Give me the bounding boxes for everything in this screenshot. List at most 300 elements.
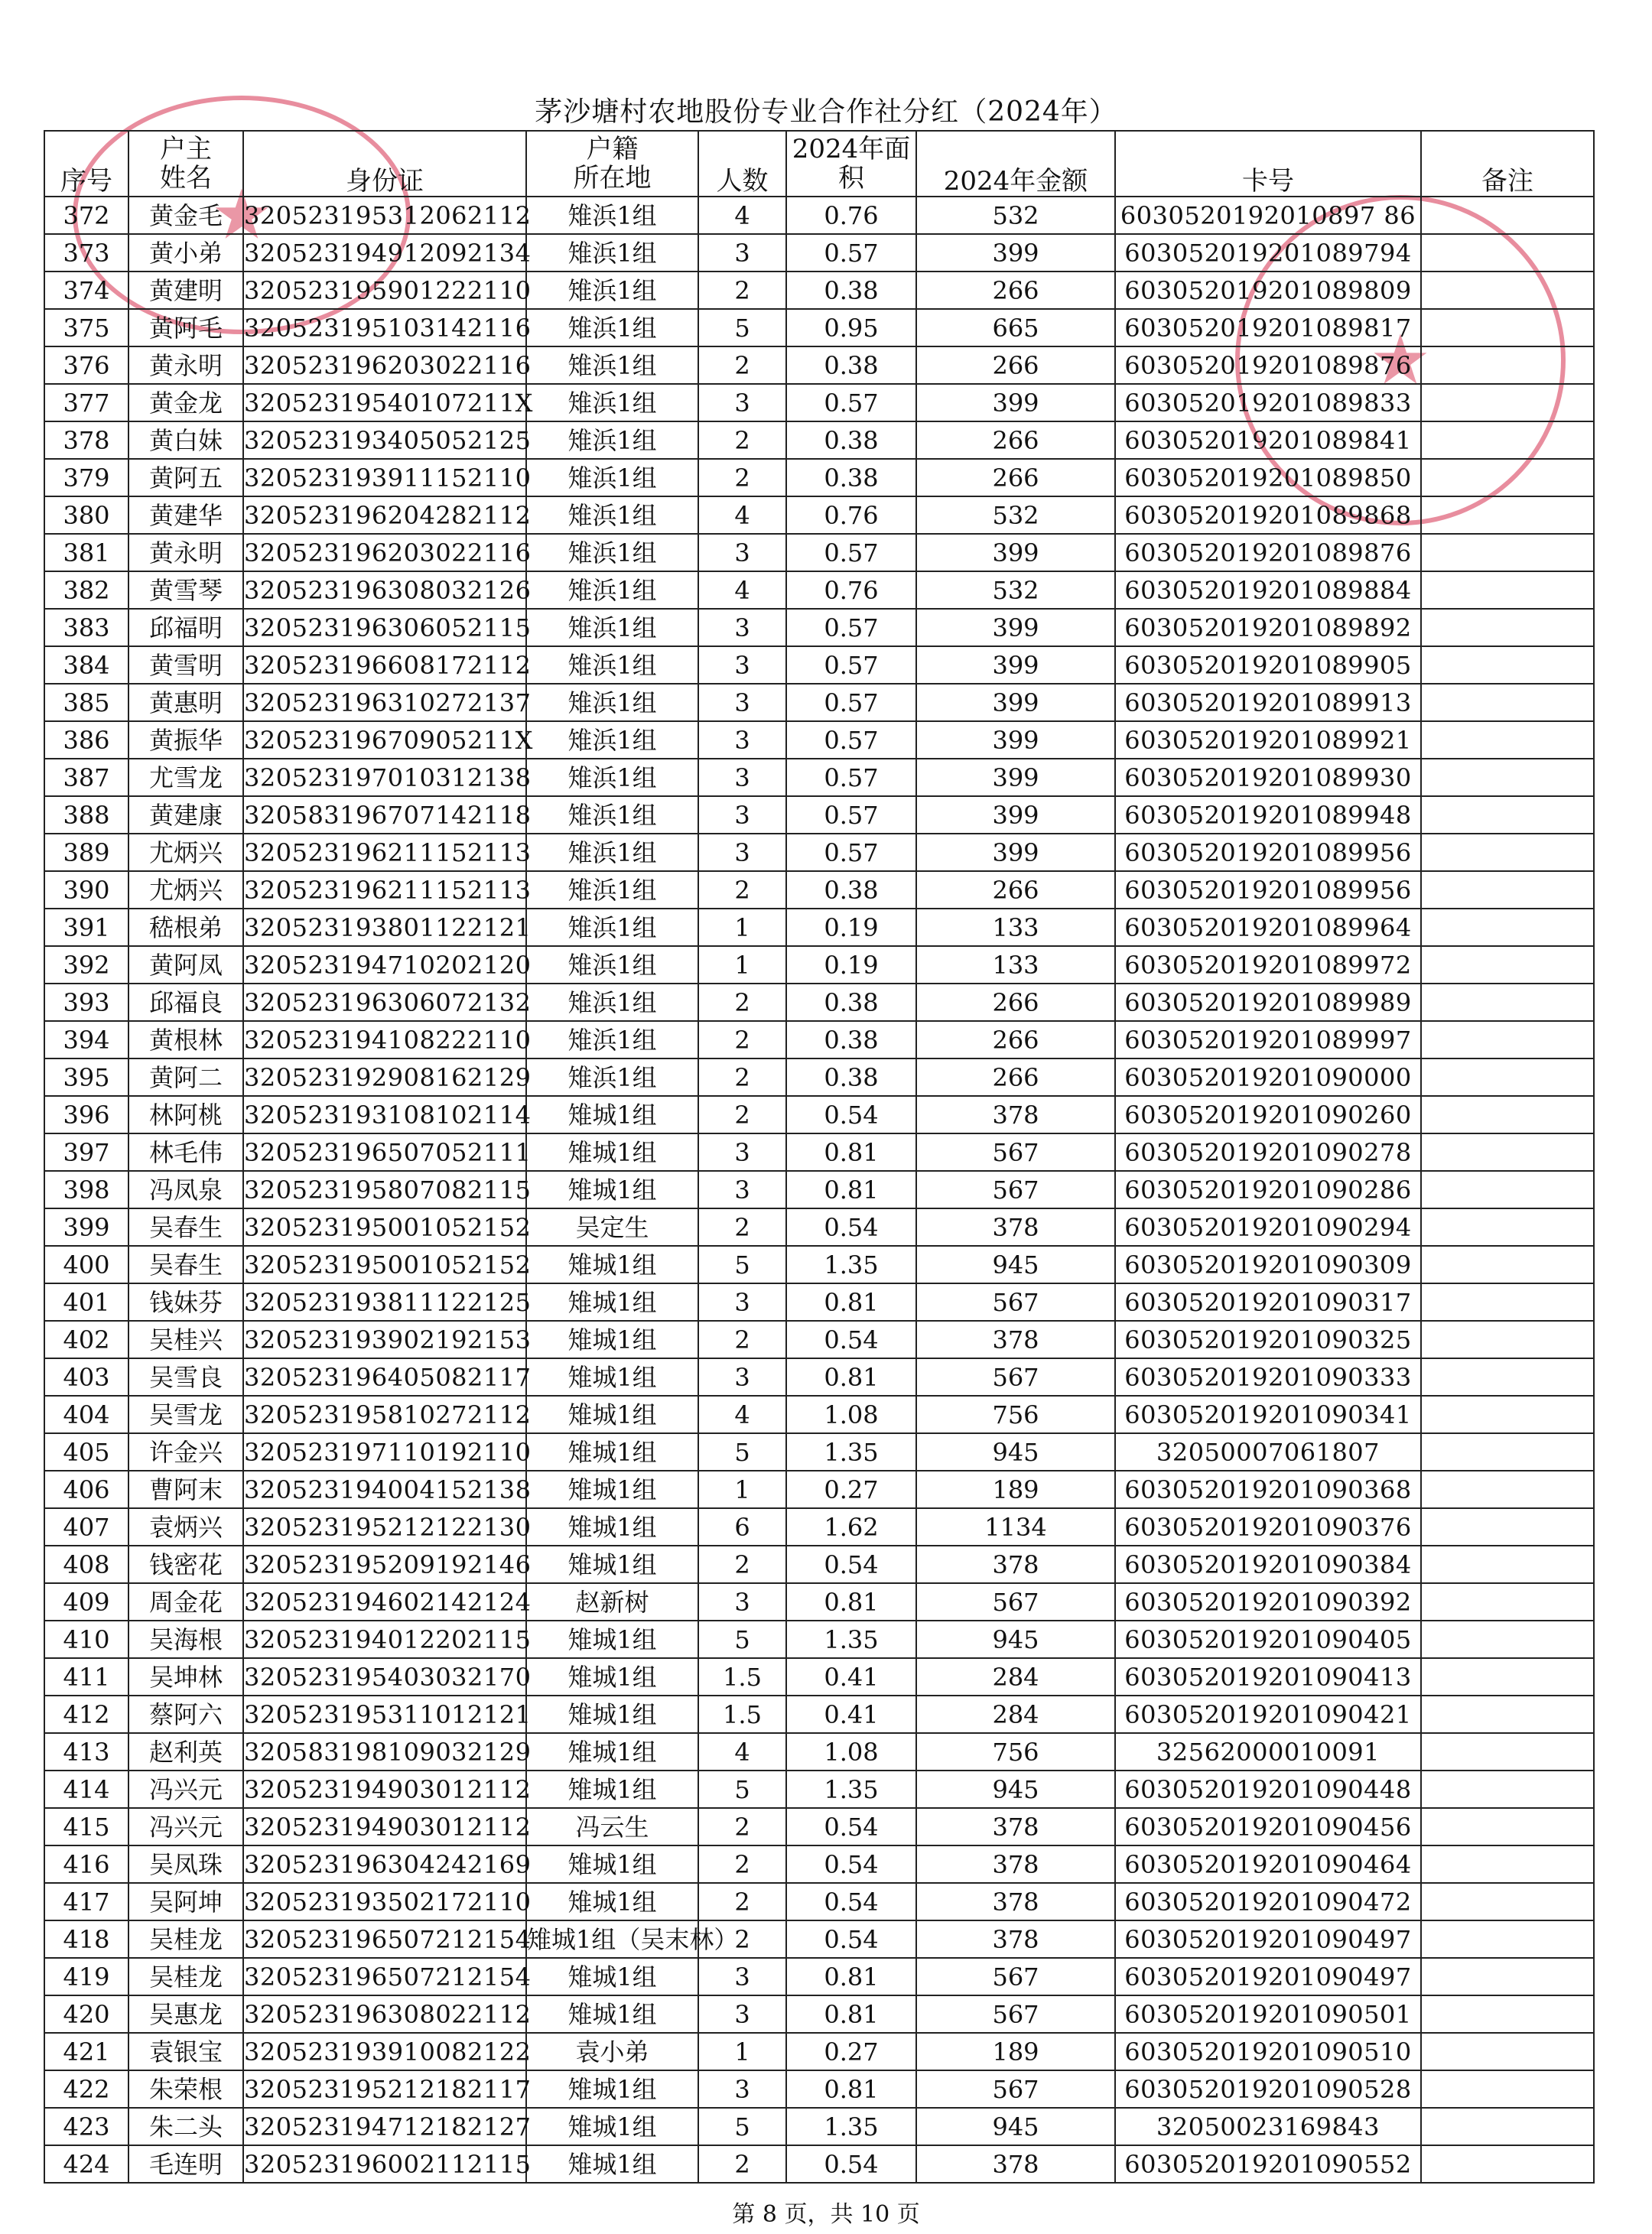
people-cell: 5	[698, 309, 786, 346]
name-cell: 周金花	[128, 1583, 243, 1621]
seq-cell: 389	[44, 834, 128, 871]
table-row	[44, 197, 1594, 234]
hukou-cell: 雉浜1组	[526, 984, 698, 1021]
header-row	[44, 131, 1594, 197]
name-cell: 尤炳兴	[128, 871, 243, 909]
id-cell: 320523197010312138	[243, 759, 526, 796]
people-cell: 3	[698, 1958, 786, 1995]
amount-cell: 532	[916, 496, 1115, 534]
hukou-cell: 雉城1组	[526, 1658, 698, 1696]
seq-cell: 400	[44, 1246, 128, 1283]
note-cell	[1421, 571, 1594, 609]
people-cell: 3	[698, 721, 786, 759]
people-cell: 5	[698, 1433, 786, 1471]
seq-cell: 382	[44, 571, 128, 609]
card-cell: 603052019201089913	[1115, 684, 1421, 721]
hukou-cell: 雉城1组	[526, 1546, 698, 1583]
id-cell: 320523196308032126	[243, 571, 526, 609]
hukou-cell: 雉浜1组	[526, 571, 698, 609]
area-cell: 0.57	[786, 384, 916, 421]
note-cell	[1421, 346, 1594, 384]
table-row	[44, 421, 1594, 459]
area-cell: 0.38	[786, 871, 916, 909]
header-people: 人数	[698, 131, 786, 197]
seq-cell: 423	[44, 2108, 128, 2145]
seal-star-icon: ★	[210, 174, 273, 255]
amount-cell: 399	[916, 684, 1115, 721]
seq-cell: 391	[44, 909, 128, 946]
seq-cell: 410	[44, 1621, 128, 1658]
area-cell: 0.81	[786, 1358, 916, 1396]
name-cell: 黄雪明	[128, 646, 243, 684]
table-row	[44, 796, 1594, 834]
id-cell: 320523195810272112	[243, 1396, 526, 1433]
note-cell	[1421, 234, 1594, 272]
id-cell: 32052319670905211X	[243, 721, 526, 759]
id-cell: 320523196308022112	[243, 1995, 526, 2033]
note-cell	[1421, 1583, 1594, 1621]
name-cell: 许金兴	[128, 1433, 243, 1471]
area-cell: 0.76	[786, 571, 916, 609]
card-cell: 603052019201090325	[1115, 1321, 1421, 1358]
note-cell	[1421, 684, 1594, 721]
amount-cell: 945	[916, 1433, 1115, 1471]
amount-cell: 378	[916, 1321, 1115, 1358]
id-cell: 320523194602142124	[243, 1583, 526, 1621]
table-row	[44, 1096, 1594, 1133]
amount-cell: 266	[916, 272, 1115, 309]
amount-cell: 567	[916, 1283, 1115, 1321]
amount-cell: 756	[916, 1733, 1115, 1771]
amount-cell: 378	[916, 1208, 1115, 1246]
card-cell: 603052019201089892	[1115, 609, 1421, 646]
table-row	[44, 459, 1594, 496]
name-cell: 黄金毛	[128, 197, 243, 234]
note-cell	[1421, 1508, 1594, 1546]
people-cell: 3	[698, 2070, 786, 2108]
table-row	[44, 1208, 1594, 1246]
table-row	[44, 1621, 1594, 1658]
name-cell: 尤炳兴	[128, 834, 243, 871]
area-cell: 0.57	[786, 796, 916, 834]
note-cell	[1421, 1808, 1594, 1845]
table-row	[44, 1396, 1594, 1433]
seq-cell: 375	[44, 309, 128, 346]
table-row	[44, 1845, 1594, 1883]
seq-cell: 412	[44, 1696, 128, 1733]
seq-cell: 401	[44, 1283, 128, 1321]
note-cell	[1421, 459, 1594, 496]
table-row	[44, 646, 1594, 684]
note-cell	[1421, 1171, 1594, 1208]
card-cell: 603052019201090528	[1115, 2070, 1421, 2108]
note-cell	[1421, 871, 1594, 909]
area-cell: 1.35	[786, 1433, 916, 1471]
id-cell: 320523193902192153	[243, 1321, 526, 1358]
hukou-cell: 雉城1组	[526, 1508, 698, 1546]
people-cell: 2	[698, 1845, 786, 1883]
note-cell	[1421, 1883, 1594, 1920]
area-cell: 0.19	[786, 909, 916, 946]
area-cell: 0.38	[786, 346, 916, 384]
table-row	[44, 721, 1594, 759]
amount-cell: 567	[916, 2070, 1115, 2108]
card-cell: 603052019201089930	[1115, 759, 1421, 796]
note-cell	[1421, 1471, 1594, 1508]
note-cell	[1421, 909, 1594, 946]
name-cell: 黄建康	[128, 796, 243, 834]
name-cell: 吴桂龙	[128, 1958, 243, 1995]
people-cell: 4	[698, 197, 786, 234]
seq-cell: 386	[44, 721, 128, 759]
note-cell	[1421, 272, 1594, 309]
people-cell: 5	[698, 1621, 786, 1658]
name-cell: 赵利英	[128, 1733, 243, 1771]
name-cell: 黄雪琴	[128, 571, 243, 609]
name-cell: 邱福明	[128, 609, 243, 646]
name-cell: 吴雪龙	[128, 1396, 243, 1433]
hukou-cell: 雉浜1组	[526, 646, 698, 684]
hukou-cell: 雉城1组	[526, 1995, 698, 2033]
area-cell: 0.54	[786, 1321, 916, 1358]
card-cell: 603052019201089905	[1115, 646, 1421, 684]
name-cell: 黄阿凤	[128, 946, 243, 984]
table-body	[44, 197, 1594, 2183]
card-cell: 603052019201090368	[1115, 1471, 1421, 1508]
people-cell: 3	[698, 1358, 786, 1396]
seq-cell: 378	[44, 421, 128, 459]
area-cell: 0.27	[786, 1471, 916, 1508]
area-cell: 1.35	[786, 1621, 916, 1658]
name-cell: 吴桂龙	[128, 1920, 243, 1958]
seq-cell: 424	[44, 2145, 128, 2183]
people-cell: 1	[698, 946, 786, 984]
table-row	[44, 1471, 1594, 1508]
header-owner-line2: 姓名	[160, 163, 212, 193]
people-cell: 3	[698, 1283, 786, 1321]
note-cell	[1421, 1283, 1594, 1321]
people-cell: 3	[698, 609, 786, 646]
note-cell	[1421, 1733, 1594, 1771]
table-row	[44, 1021, 1594, 1058]
note-cell	[1421, 1096, 1594, 1133]
table-row	[44, 272, 1594, 309]
name-cell: 黄小弟	[128, 234, 243, 272]
people-cell: 3	[698, 684, 786, 721]
area-cell: 0.19	[786, 946, 916, 984]
table-row	[44, 1733, 1594, 1771]
card-cell: 603052019201090317	[1115, 1283, 1421, 1321]
seq-cell: 374	[44, 272, 128, 309]
seq-cell: 376	[44, 346, 128, 384]
hukou-cell: 雉浜1组	[526, 871, 698, 909]
id-cell: 320523196507212154	[243, 1920, 526, 1958]
name-cell: 吴坤林	[128, 1658, 243, 1696]
people-cell: 1	[698, 1471, 786, 1508]
table-row	[44, 871, 1594, 909]
people-cell: 2	[698, 1883, 786, 1920]
people-cell: 1	[698, 2033, 786, 2070]
area-cell: 0.41	[786, 1696, 916, 1733]
people-cell: 3	[698, 384, 786, 421]
name-cell: 蔡阿六	[128, 1696, 243, 1733]
card-cell: 603052019201089921	[1115, 721, 1421, 759]
area-cell: 0.81	[786, 1995, 916, 2033]
table-row	[44, 1696, 1594, 1733]
table-row	[44, 1658, 1594, 1696]
note-cell	[1421, 1621, 1594, 1658]
area-cell: 0.57	[786, 234, 916, 272]
name-cell: 钱密花	[128, 1546, 243, 1583]
id-cell: 320523194903012112	[243, 1808, 526, 1845]
hukou-cell: 雉城1组	[526, 1321, 698, 1358]
id-cell: 320523195311012121	[243, 1696, 526, 1733]
name-cell: 吴海根	[128, 1621, 243, 1658]
amount-cell: 567	[916, 1171, 1115, 1208]
header-card: 卡号	[1115, 131, 1421, 197]
people-cell: 4	[698, 1396, 786, 1433]
hukou-cell: 雉浜1组	[526, 684, 698, 721]
amount-cell: 532	[916, 197, 1115, 234]
area-cell: 0.57	[786, 759, 916, 796]
id-cell: 320523195103142116	[243, 309, 526, 346]
name-cell: 尤雪龙	[128, 759, 243, 796]
id-cell: 320523194108222110	[243, 1021, 526, 1058]
seq-cell: 402	[44, 1321, 128, 1358]
seq-cell: 385	[44, 684, 128, 721]
hukou-cell: 雉浜1组	[526, 946, 698, 984]
seq-cell: 415	[44, 1808, 128, 1845]
seq-cell: 406	[44, 1471, 128, 1508]
area-cell: 0.38	[786, 272, 916, 309]
id-cell: 320523196507052111	[243, 1133, 526, 1171]
card-cell: 603052019201090497	[1115, 1958, 1421, 1995]
people-cell: 3	[698, 1171, 786, 1208]
area-cell: 0.57	[786, 834, 916, 871]
note-cell	[1421, 1958, 1594, 1995]
amount-cell: 945	[916, 2108, 1115, 2145]
name-cell: 钱妹芬	[128, 1283, 243, 1321]
seq-cell: 399	[44, 1208, 128, 1246]
id-cell: 320523194710202120	[243, 946, 526, 984]
card-cell: 603052019201090405	[1115, 1621, 1421, 1658]
note-cell	[1421, 534, 1594, 571]
table-row	[44, 1171, 1594, 1208]
area-cell: 0.41	[786, 1658, 916, 1696]
seq-cell: 393	[44, 984, 128, 1021]
hukou-cell: 雉浜1组	[526, 421, 698, 459]
amount-cell: 567	[916, 1995, 1115, 2033]
table-row	[44, 309, 1594, 346]
table-row	[44, 834, 1594, 871]
id-cell: 320523196304242169	[243, 1845, 526, 1883]
seq-cell: 418	[44, 1920, 128, 1958]
card-cell: 603052019201089956	[1115, 871, 1421, 909]
header-hukou-line2: 所在地	[573, 163, 652, 193]
area-cell: 0.54	[786, 1096, 916, 1133]
hukou-cell: 雉浜1组	[526, 272, 698, 309]
hukou-cell: 雉城1组	[526, 1733, 698, 1771]
table-row	[44, 534, 1594, 571]
table-row	[44, 984, 1594, 1021]
area-cell: 0.54	[786, 1883, 916, 1920]
header-area-line1: 2024年面	[792, 134, 911, 164]
hukou-cell: 雉城1组	[526, 1433, 698, 1471]
people-cell: 3	[698, 1583, 786, 1621]
table-row	[44, 2033, 1594, 2070]
area-cell: 0.38	[786, 1058, 916, 1096]
name-cell: 吴凤珠	[128, 1845, 243, 1883]
amount-cell: 756	[916, 1396, 1115, 1433]
area-cell: 0.54	[786, 1208, 916, 1246]
note-cell	[1421, 1208, 1594, 1246]
seq-cell: 408	[44, 1546, 128, 1583]
amount-cell: 399	[916, 796, 1115, 834]
hukou-cell: 雉浜1组	[526, 1021, 698, 1058]
name-cell: 黄阿五	[128, 459, 243, 496]
hukou-cell: 雉浜1组	[526, 496, 698, 534]
table-row	[44, 1283, 1594, 1321]
hukou-cell: 雉浜1组	[526, 384, 698, 421]
id-cell: 320523195807082115	[243, 1171, 526, 1208]
card-cell: 603052019201089817	[1115, 309, 1421, 346]
card-cell: 603052019201090472	[1115, 1883, 1421, 1920]
hukou-cell: 雉城1组	[526, 1696, 698, 1733]
card-cell: 603052019201090392	[1115, 1583, 1421, 1621]
amount-cell: 378	[916, 1883, 1115, 1920]
name-cell: 黄建明	[128, 272, 243, 309]
id-cell: 320583198109032129	[243, 1733, 526, 1771]
amount-cell: 399	[916, 834, 1115, 871]
area-cell: 0.57	[786, 646, 916, 684]
name-cell: 黄阿毛	[128, 309, 243, 346]
table-row	[44, 1508, 1594, 1546]
amount-cell: 399	[916, 609, 1115, 646]
amount-cell: 399	[916, 234, 1115, 272]
amount-cell: 266	[916, 1021, 1115, 1058]
seq-cell: 373	[44, 234, 128, 272]
area-cell: 0.81	[786, 1133, 916, 1171]
card-cell: 603052019201089964	[1115, 909, 1421, 946]
people-cell: 3	[698, 646, 786, 684]
hukou-cell: 雉城1组	[526, 2145, 698, 2183]
header-owner-line1: 户主	[160, 134, 212, 164]
hukou-cell: 雉城1组	[526, 1845, 698, 1883]
note-cell	[1421, 1321, 1594, 1358]
seq-cell: 396	[44, 1096, 128, 1133]
seq-cell: 395	[44, 1058, 128, 1096]
card-cell: 32562000010091	[1115, 1733, 1421, 1771]
seq-cell: 422	[44, 2070, 128, 2108]
card-cell: 603052019201090464	[1115, 1845, 1421, 1883]
table-row	[44, 1358, 1594, 1396]
note-cell	[1421, 2145, 1594, 2183]
card-cell: 603052019201090260	[1115, 1096, 1421, 1133]
name-cell: 黄永明	[128, 346, 243, 384]
header-owner	[128, 131, 243, 197]
table-row	[44, 2108, 1594, 2145]
people-cell: 4	[698, 571, 786, 609]
table-row	[44, 2070, 1594, 2108]
seq-cell: 394	[44, 1021, 128, 1058]
card-cell: 603052019201090413	[1115, 1658, 1421, 1696]
name-cell: 朱二头	[128, 2108, 243, 2145]
seq-cell: 372	[44, 197, 128, 234]
table-row	[44, 496, 1594, 534]
seq-cell: 413	[44, 1733, 128, 1771]
hukou-cell: 雉浜1组	[526, 534, 698, 571]
name-cell: 邱福良	[128, 984, 243, 1021]
area-cell: 0.76	[786, 197, 916, 234]
id-cell: 320523195901222110	[243, 272, 526, 309]
table-row	[44, 1058, 1594, 1096]
name-cell: 吴桂兴	[128, 1321, 243, 1358]
id-cell: 320523194004152138	[243, 1471, 526, 1508]
card-cell: 603052019201089876	[1115, 534, 1421, 571]
note-cell	[1421, 309, 1594, 346]
table-row	[44, 909, 1594, 946]
note-cell	[1421, 1433, 1594, 1471]
people-cell: 2	[698, 1058, 786, 1096]
seq-cell: 380	[44, 496, 128, 534]
hukou-cell: 雉城1组	[526, 1958, 698, 1995]
seq-cell: 392	[44, 946, 128, 984]
table-row	[44, 1958, 1594, 1995]
amount-cell: 665	[916, 309, 1115, 346]
note-cell	[1421, 834, 1594, 871]
amount-cell: 567	[916, 1958, 1115, 1995]
amount-cell: 399	[916, 721, 1115, 759]
id-cell: 320523195403032170	[243, 1658, 526, 1696]
id-cell: 320523193108102114	[243, 1096, 526, 1133]
card-cell: 603052019201089997	[1115, 1021, 1421, 1058]
dividend-table	[44, 130, 1595, 2184]
people-cell: 4	[698, 1733, 786, 1771]
name-cell: 黄永明	[128, 534, 243, 571]
amount-cell: 378	[916, 1920, 1115, 1958]
card-cell: 603052019201090376	[1115, 1508, 1421, 1546]
note-cell	[1421, 946, 1594, 984]
hukou-cell: 雉城1组	[526, 1771, 698, 1808]
hukou-cell: 雉浜1组	[526, 346, 698, 384]
table-row	[44, 1433, 1594, 1471]
people-cell: 2	[698, 346, 786, 384]
people-cell: 2	[698, 984, 786, 1021]
hukou-cell: 雉城1组	[526, 1171, 698, 1208]
amount-cell: 378	[916, 1845, 1115, 1883]
note-cell	[1421, 1021, 1594, 1058]
area-cell: 0.57	[786, 684, 916, 721]
area-cell: 0.81	[786, 1283, 916, 1321]
id-cell: 320583196707142118	[243, 796, 526, 834]
card-cell: 603052019201090333	[1115, 1358, 1421, 1396]
area-cell: 0.57	[786, 609, 916, 646]
hukou-cell: 雉浜1组	[526, 796, 698, 834]
seq-cell: 405	[44, 1433, 128, 1471]
name-cell: 黄金龙	[128, 384, 243, 421]
hukou-cell: 雉浜1组	[526, 459, 698, 496]
id-cell: 320523196211152113	[243, 834, 526, 871]
area-cell: 0.54	[786, 1808, 916, 1845]
table-row	[44, 609, 1594, 646]
card-cell: 603052019201090384	[1115, 1546, 1421, 1583]
area-cell: 1.35	[786, 1771, 916, 1808]
table-row	[44, 346, 1594, 384]
area-cell: 0.81	[786, 2070, 916, 2108]
people-cell: 1	[698, 909, 786, 946]
area-cell: 0.54	[786, 2145, 916, 2183]
amount-cell: 266	[916, 1058, 1115, 1096]
